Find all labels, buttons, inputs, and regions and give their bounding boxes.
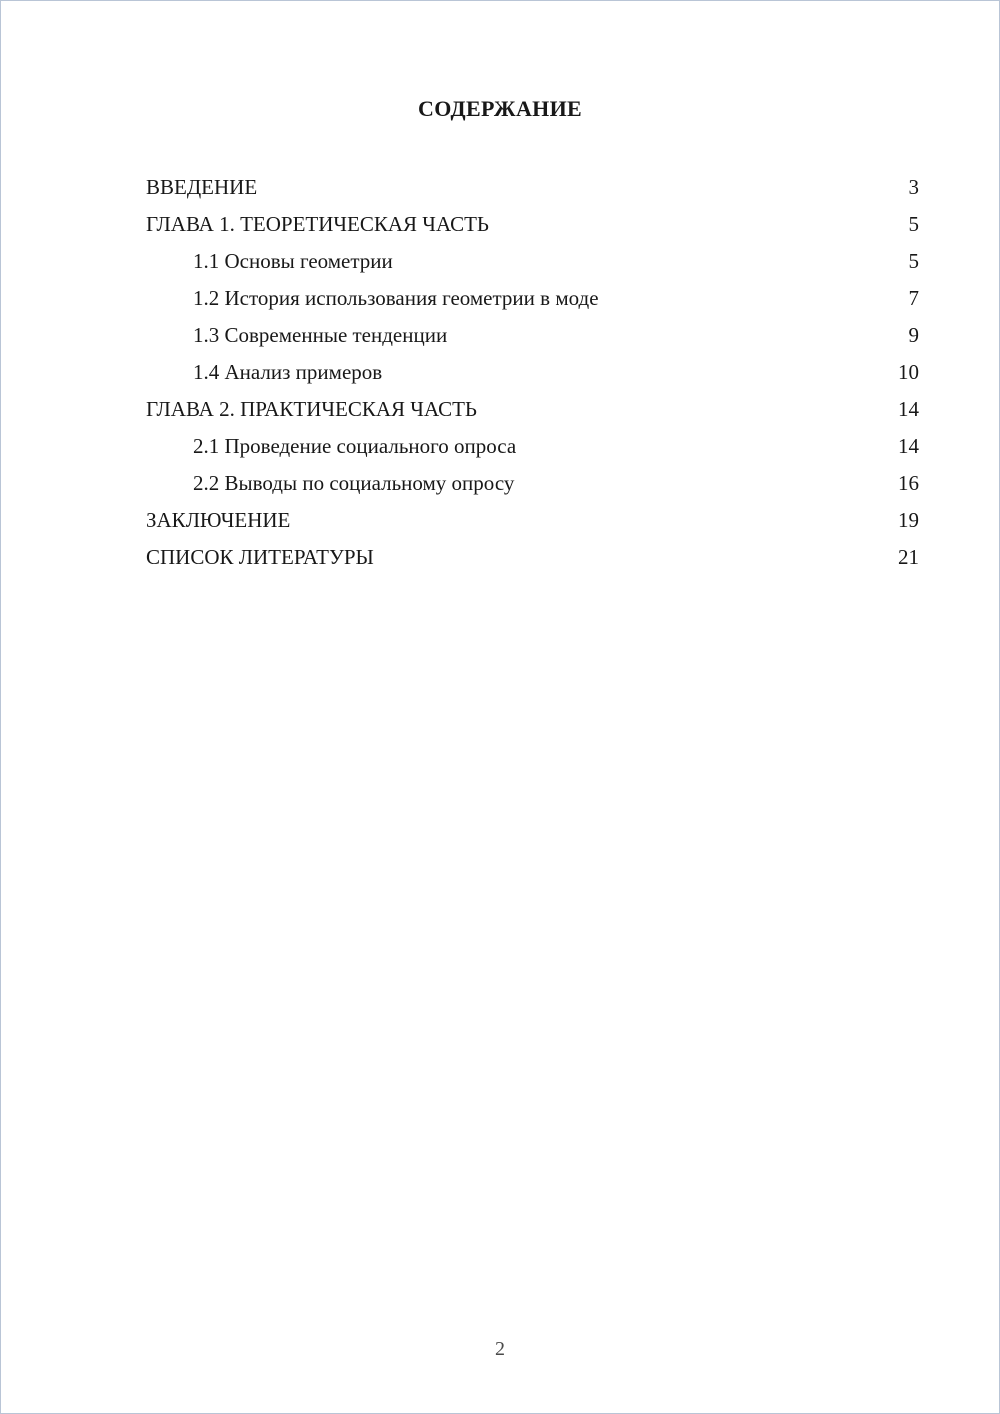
table-of-contents [146,169,919,576]
toc-entry-label: 1.1 Основы геометрии [193,249,393,273]
toc-entry-page-number: 16 [898,471,919,495]
toc-entry [146,169,919,206]
toc-entry-page-number: 3 [908,175,919,199]
toc-entry [146,539,919,576]
toc-entry-label: ГЛАВА 1. ТЕОРЕТИЧЕСКАЯ ЧАСТЬ [146,212,489,236]
toc-entry-page-number: 5 [908,249,919,273]
toc-entry-page-number: 14 [898,397,919,421]
toc-entry [146,280,919,317]
toc-entry-label: 1.4 Анализ примеров [193,360,383,384]
toc-entry [146,354,919,391]
toc-entry-page-number: 19 [898,508,919,532]
toc-entry-page-number: 7 [908,286,919,310]
toc-entry-label: 2.2 Выводы по социальному опросу [193,471,515,495]
toc-entry-label: ВВЕДЕНИЕ [146,175,258,199]
toc-entry-page-number: 14 [898,434,919,458]
toc-entry [146,206,919,243]
toc-entry-page-number: 10 [898,360,919,384]
toc-entry [146,243,919,280]
toc-entry-label: ЗАКЛЮЧЕНИЕ [146,508,291,532]
page-number: 2 [495,1338,505,1360]
toc-entry [146,317,919,354]
toc-entry-label: СПИСОК ЛИТЕРАТУРЫ [146,545,374,569]
page-title: СОДЕРЖАНИЕ [418,96,582,121]
toc-entry [146,428,919,465]
toc-entry-label: ГЛАВА 2. ПРАКТИЧЕСКАЯ ЧАСТЬ [146,397,477,421]
toc-entry-label: 1.3 Современные тенденции [193,323,448,347]
toc-entry-page-number: 21 [898,545,919,569]
toc-entry [146,391,919,428]
toc-entry-page-number: 5 [908,212,919,236]
toc-entry-page-number: 9 [908,323,919,347]
toc-entry [146,502,919,539]
toc-entry [146,465,919,502]
toc-entry-label: 1.2 История использования геометрии в моде [193,286,599,310]
toc-entry-label: 2.1 Проведение социального опроса [193,434,517,458]
